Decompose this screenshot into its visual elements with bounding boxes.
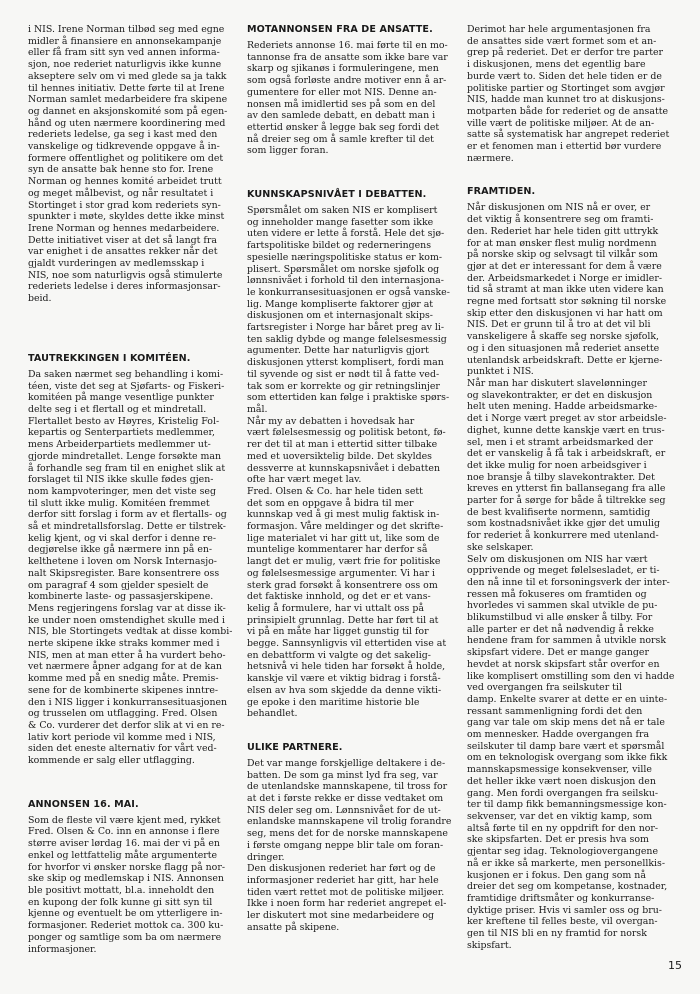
section-heading: TAUTREKKINGEN I KOMITÉEN. [28,352,191,364]
section-tautrekkingen [28,353,238,767]
column-left [28,24,238,977]
section-heading: ANNONSEN 16. MAI. [28,798,139,810]
section-ulike-partnere [247,742,457,934]
section-heading: FRAMTIDEN. [467,186,536,198]
section-motannonsen [247,24,457,157]
paragraph: Det var mange forskjellige deltakere i de- batten. De som ga minst lyd fra seg, var de utenlandske mannskapene, til tross for at det i første rekke er disse vedtaket om NIS deler seg om. Lønnsnivået for de ut- enlandske mannskapene vil trolig forandre seg, mens det for de norske mannskapene i første omgang neppe blir tale om foran- dringer. Den diskusjonen rederiet har ført og de informasjoner rederiet har gitt, har hele tiden vært rettet mot de politiske miljøer. Ikke i noen form har rederiet angrepet el- ler diskutert mot sine medarbeidere og ansatte på skipene. [247,757,452,933]
paragraph: Spørsmålet om saken NIS er komplisert og inneholder mange fasetter som ikke uten videre er lette å forstå. Hele det sjø- fartspolitiske bildet og rederneringens spesielle næringspolitiske status er kom- plisert. Spørsmålet om norske sjøfolk og lønnsnivået i forhold til den internasjona- le konkurransesituasjonen er også vanske- lig. Mange kompliserte faktorer gjør at diskusjonen om et internasjonalt skips- fartsregister i Norge har båret preg av li- ten saklig dybde og mange følelsesmessig agumenter. Dette har naturligvis gjort diskusjonen ytterst komplisert, fordi man til syvende og sist er nødt til å fatte ved- tak som er korrekte og gir retningslinjer som ettertiden kan følge i praktiske spørs- mål. Når my av debatten i hovedsak har vært følelsesmessig og politisk betont, fø- rer det til at man i ettertid sitter tilbake med et uoversiktelig bilde. Det skyldes dessverre at kunnskapsnivået i debatten ofte har vært meget lav. Fred. Olsen & Co. har hele tiden sett det som en oppgave å bidra til mer kunnskap ved å gi mest mulig faktisk in- formasjon. Våre meldinger og det skrifte- lige materialet vi har gitt ut, like som de muntelige kommentarer har derfor så langt det er mulig, vært frie for politiske og følelsesmessige argumenter. Vi har i sterk grad forsøkt å konsentrere oss om det faktiske innhold, og det er et vans- kelig å formulere, har vi uttalt oss på prinsipielt grunnlag. Dette har ført til at vi på en måte har ligget gunstig til for begge. Sannsynligvis vil ettertiden vise at en debattform vi valgte og det sakelig- hetsnivå vi hele tiden har forsøkt å holde, kanskje vil være et viktig bidrag i forstå- elsen av hva som skjedde da denne vikti- ge epoke i den maritime historie ble behandlet. [247,205,450,720]
paragraph: Rederiets annonse 16. mai førte til en mo- tannonse fra de ansatte som ikke bare var skarp og sjikanøs i formuleringene, men som også forløste andre motiver enn å ar- gumentere for eller mot NIS. Denne an- nonsen må imidlertid ses på som en del av den samlede debatt, en debatt man i ettertid ønsker å legge bak seg fordi det nå dreier seg om å samle krefter til det som ligger foran. [247,40,448,157]
page-number: 15 [668,959,682,972]
section-intro [28,24,238,305]
paragraph: Som de fleste vil være kjent med, rykket Fred. Olsen & Co. inn en annonse i flere større aviser lørdag 16. mai der vi på en enkel og lettfattelig måte argumenterte for hvorfor vi ønsker norske flagg på nor- ske skip og medlemskap i NIS. Annonsen ble positivt mottatt, bl.a. inneholdt den en kupong der folk kunne gi sitt syn til kjenne og eventuelt be om ytterligere in- formasjoner. Rederiet mottok ca. 300 ku- ponger og samtlige som ba om nærmere informasjoner. [28,814,225,955]
section-intro-right [467,24,677,164]
column-middle [247,24,457,956]
section-annonsen [28,799,238,955]
section-heading: MOTANNONSEN FRA DE ANSATTE. [247,24,433,35]
paragraph: i NIS. Irene Norman tilbød seg med egne midler å finansiere en annonsekampanje eller få fram sitt syn ved annen informa- sjon, noe rederiet naturligvis ikke kunne akseptere selv om vi med glede sa ja takk til hennes initiativ. Dette førte til at Irene Norman samlet medarbeidere fra skipene og dannet en aksjonskomité som på egen- hånd og uten nærmere koordinering med rederiets ledelse, ga seg i kast med den vanskelige og tidkrevende oppgave å in- formere offentlighet og politikere om det syn de ansatte bak henne sto for. Irene Norman og hennes komité arbeidet trutt og meget målbevist, og når resultatet i Stortinget i stor grad kom rederiets syn- spunkter i møte, skyldes dette ikke minst Irene Norman og hennes medarbeidere. Dette initiativet viser at det så langt fra var enighet i de ansattes rekker når det gjaldt vurderingen av medlemsskap i NIS, noe som naturligvis også stimulerte rederiets ledelse i deres informasjonsar- beid. [28,24,228,305]
paragraph: Når diskusjonen om NIS nå er over, er det viktig å konsentrere seg om framti- den. Rederiet har hele tiden gitt uttrykk for at man ønsker flest mulig nordmenn på norske skip og selvsagt til vilkår som gjør at det er interessant for dem å være der. Arbeidsmarkedet i Norge er imidler- tid så stramt at man ikke uten videre kan regne med fortsatt stor søkning til norske skip etter den diskusjonen vi har hatt om NIS. Det er grunn til å tro at det vil bli vanskeligere å skaffe seg norske sjøfolk, og i den situasjonen må rederiet ansette utenlandsk arbeidskraft. Dette er kjerne- punktet i NIS. Når man har diskutert slavelønninger og slavekontrakter, er det en diskusjon helt uten mening. Hadde arbeidsmarke- det i Norge vært preget av stor arbeidsle- dighet, kunne dette kanskje vært en trus- sel, men i et stramt arbeidsmarked der det er vanskelig å få tak i arbeidskraft, er det ikke mulig for noen arbeidsgiver i noe bransje å tilby slavekontrakter. Det kreves en ytterst fin ballansegang fra alle parter for å sørge for både å tiltrekke seg de best kvalifiserte normenn, samtidig som kostnadsnivået ikke gjør det umulig for rederiet å konkurrere med utenland- ske selskaper. Selv om diskusjonen om NIS har vært opprivende og meget følelsesladet, er ti- den nå inne til et forsoningsverk der inter- ressen må fokuseres om framtiden og hvorledes vi sammen skal utvikle de pu- blikumstilbud vi alle ønsker å tilby. For alle parter er det nå nødvendig å rekke hendene fram for sammen å utvikle norsk skipsfart videre. Det er mange ganger hevdet at norsk skipsfart står overfor en like komplisert omstilling som den vi hadde ved overgangen fra seilskuter til damp. Enkelte svarer at dette er en uinte- ressant sammenligning fordi det den gang var tale om skip mens det nå er tale om mennesker. Hadde overgangen fra seilskuter til damp bare vært et spørsmål om en teknologisk overgang som ikke fikk mannskapsmessige konsekvenser, ville det heller ikke vært noen diskusjon den gang. Men fordi overgangen fra seilsku- ter til damp fikk bemanningsmessige kon- sekvenser, var det en viktig kamp, som altså førte til en ny oppdrift for den nor- ske skipsfarten. Det er presis hva som gjentar seg idag. Teknologiovergangene nå er ikke så markerte, men personellkis- kusjonen er i fokus. Den gang som nå dreier det seg om kompetanse, kostnader, framtidige driftsmåter og konkurranse- dyktige priser. Hvis vi samler oss og bru- ker kreftene til felles beste, vil overgan- gen til NIS bli en ny framtid for norsk skipsfart. [467,202,675,951]
paragraph: Derimot har hele argumentasjonen fra de ansattes side vært formet som et an- grep på rederiet. Det er derfor tre parter i diskusjonen, mens det egentlig bare burde vært to. Siden det hele tiden er de politiske partier og Stortinget som avgjør NIS, hadde man kunnet tro at diskusjons- motparten både for rederiet og de ansatte ville vært de politiske miljøer. At de an- satte så systematisk har angrepet rederiet er et fenomen man i ettertid bør vurdere nærmere. [467,24,670,164]
section-heading: ULIKE PARTNERE. [247,741,343,753]
column-right [467,24,677,973]
paragraph: Da saken nærmet seg behandling i komi- téen, viste det seg at Sjøfarts- og Fiskeri- komitéen på mange vesentlige punkter delte seg i et flertall og et mindretall. Flertallet besto av Høyres, Kristelig Fol- kepartis og Senterpartiets medlemmer, mens Arbeiderpartiets medlemmer ut- gjorde mindretallet. Lenge forsøkte man å forhandle seg fram til en enighet slik at forslaget til NIS ikke skulle fødes gjen- nom kampvoteringer, men det viste seg til slutt ikke mulig. Komitéen fremmet derfor sitt forslag i form av et flertalls- og så et mindretallsforslag. Dette er tilstrek- kelig kjent, og vi skal derfor i denne re- degjørelse ikke gå nærmere inn på en- kelthetene i loven om Norsk Internasjo- nalt Skipsregister. Bare konsentrere oss om paragraf 4 som gjelder spesielt de kombinerte laste- og passasjerskipene. Mens regjeringens forslag var at disse ik- ke under noen omstendighet skulle med i NIS, ble Stortingets vedtak at disse kombi- nerte skipene ikke straks kommer med i NIS, men at man etter å ha vurdert beho- vet nærmere åpner adgang for at de kan komme med på en snedig måte. Premis- sene for de kombinerte skipenes inntre- den i NIS ligger i konkurransesituasjonen og trusselen om utflagging. Fred. Olsen & Co. vurderer det derfor slik at vi en re- lativ kort periode vil komme med i NIS, siden det eneste alternativ for vårt ved- kommende er salg eller utflagging. [28,368,233,767]
section-kunnskapsnivaet [247,189,457,720]
section-heading: KUNNSKAPSNIVÅET I DEBATTEN. [247,189,427,201]
section-framtiden [467,186,677,951]
